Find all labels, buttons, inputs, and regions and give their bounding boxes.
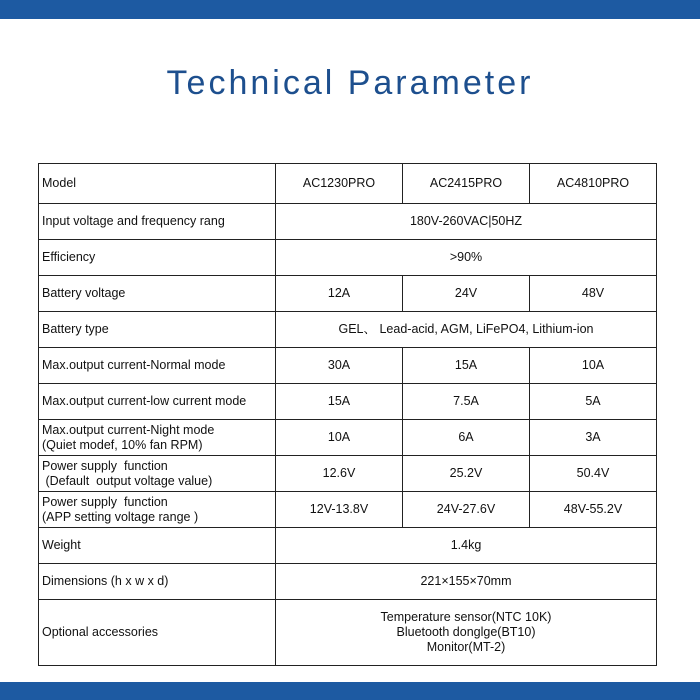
cell-value: 48V-55.2V [530, 492, 657, 528]
row-label: Battery type [39, 312, 276, 348]
row-label [39, 456, 276, 492]
cell-value [276, 600, 657, 666]
table-row [39, 456, 657, 492]
cell-value: 12V-13.8V [276, 492, 403, 528]
row-label: Model [39, 164, 276, 204]
table-row [39, 164, 657, 204]
table-row [39, 384, 657, 420]
cell-value: 6A [403, 420, 530, 456]
table-row [39, 312, 657, 348]
cell-value: 7.5A [403, 384, 530, 420]
cell-value: 48V [530, 276, 657, 312]
row-label-line: (APP setting voltage range ) [42, 509, 199, 524]
cell-value: 24V-27.6V [403, 492, 530, 528]
row-label-line: Power supply function [42, 458, 168, 473]
cell-value: 15A [276, 384, 403, 420]
model-name: AC1230PRO [276, 164, 403, 204]
cell-value: 12.6V [276, 456, 403, 492]
table-row [39, 204, 657, 240]
row-label-line: Max.output current-Night mode [42, 422, 215, 437]
cell-value: >90% [276, 240, 657, 276]
table-row [39, 492, 657, 528]
cell-value: 5A [530, 384, 657, 420]
table-row [39, 276, 657, 312]
row-label [39, 492, 276, 528]
model-name: AC4810PRO [530, 164, 657, 204]
cell-value: 10A [530, 348, 657, 384]
row-label: Input voltage and frequency rang [39, 204, 276, 240]
table-row [39, 564, 657, 600]
cell-value: GEL、 Lead-acid, AGM, LiFePO4, Lithium-ion [276, 312, 657, 348]
model-name: AC2415PRO [403, 164, 530, 204]
cell-value: 12A [276, 276, 403, 312]
row-label: Max.output current-low current mode [39, 384, 276, 420]
cell-value: 30A [276, 348, 403, 384]
table-row [39, 528, 657, 564]
accessory-item: Bluetooth donglge(BT10) [396, 625, 536, 639]
accessory-item: Temperature sensor(NTC 10K) [380, 610, 552, 624]
cell-value: 25.2V [403, 456, 530, 492]
table-row [39, 348, 657, 384]
row-label: Efficiency [39, 240, 276, 276]
cell-value: 3A [530, 420, 657, 456]
cell-value: 1.4kg [276, 528, 657, 564]
row-label-line: (Default output voltage value) [42, 473, 213, 488]
row-label-line: Power supply function [42, 494, 168, 509]
cell-value: 24V [403, 276, 530, 312]
accessory-item: Monitor(MT-2) [426, 640, 506, 654]
cell-value: 180V-260VAC|50HZ [276, 204, 657, 240]
cell-value: 50.4V [530, 456, 657, 492]
cell-value: 15A [403, 348, 530, 384]
row-label: Weight [39, 528, 276, 564]
table-row [39, 600, 657, 666]
row-label: Max.output current-Normal mode [39, 348, 276, 384]
row-label [39, 420, 276, 456]
spec-table [38, 163, 657, 666]
page-title: Technical Parameter [166, 64, 534, 102]
top-banner-bar [0, 0, 700, 19]
row-label: Battery voltage [39, 276, 276, 312]
cell-value: 221×155×70mm [276, 564, 657, 600]
row-label: Dimensions (h x w x d) [39, 564, 276, 600]
row-label: Optional accessories [39, 600, 276, 666]
bottom-banner-bar [0, 682, 700, 700]
table-row [39, 420, 657, 456]
row-label-line: (Quiet modef, 10% fan RPM) [42, 437, 203, 452]
cell-value: 10A [276, 420, 403, 456]
table-row [39, 240, 657, 276]
